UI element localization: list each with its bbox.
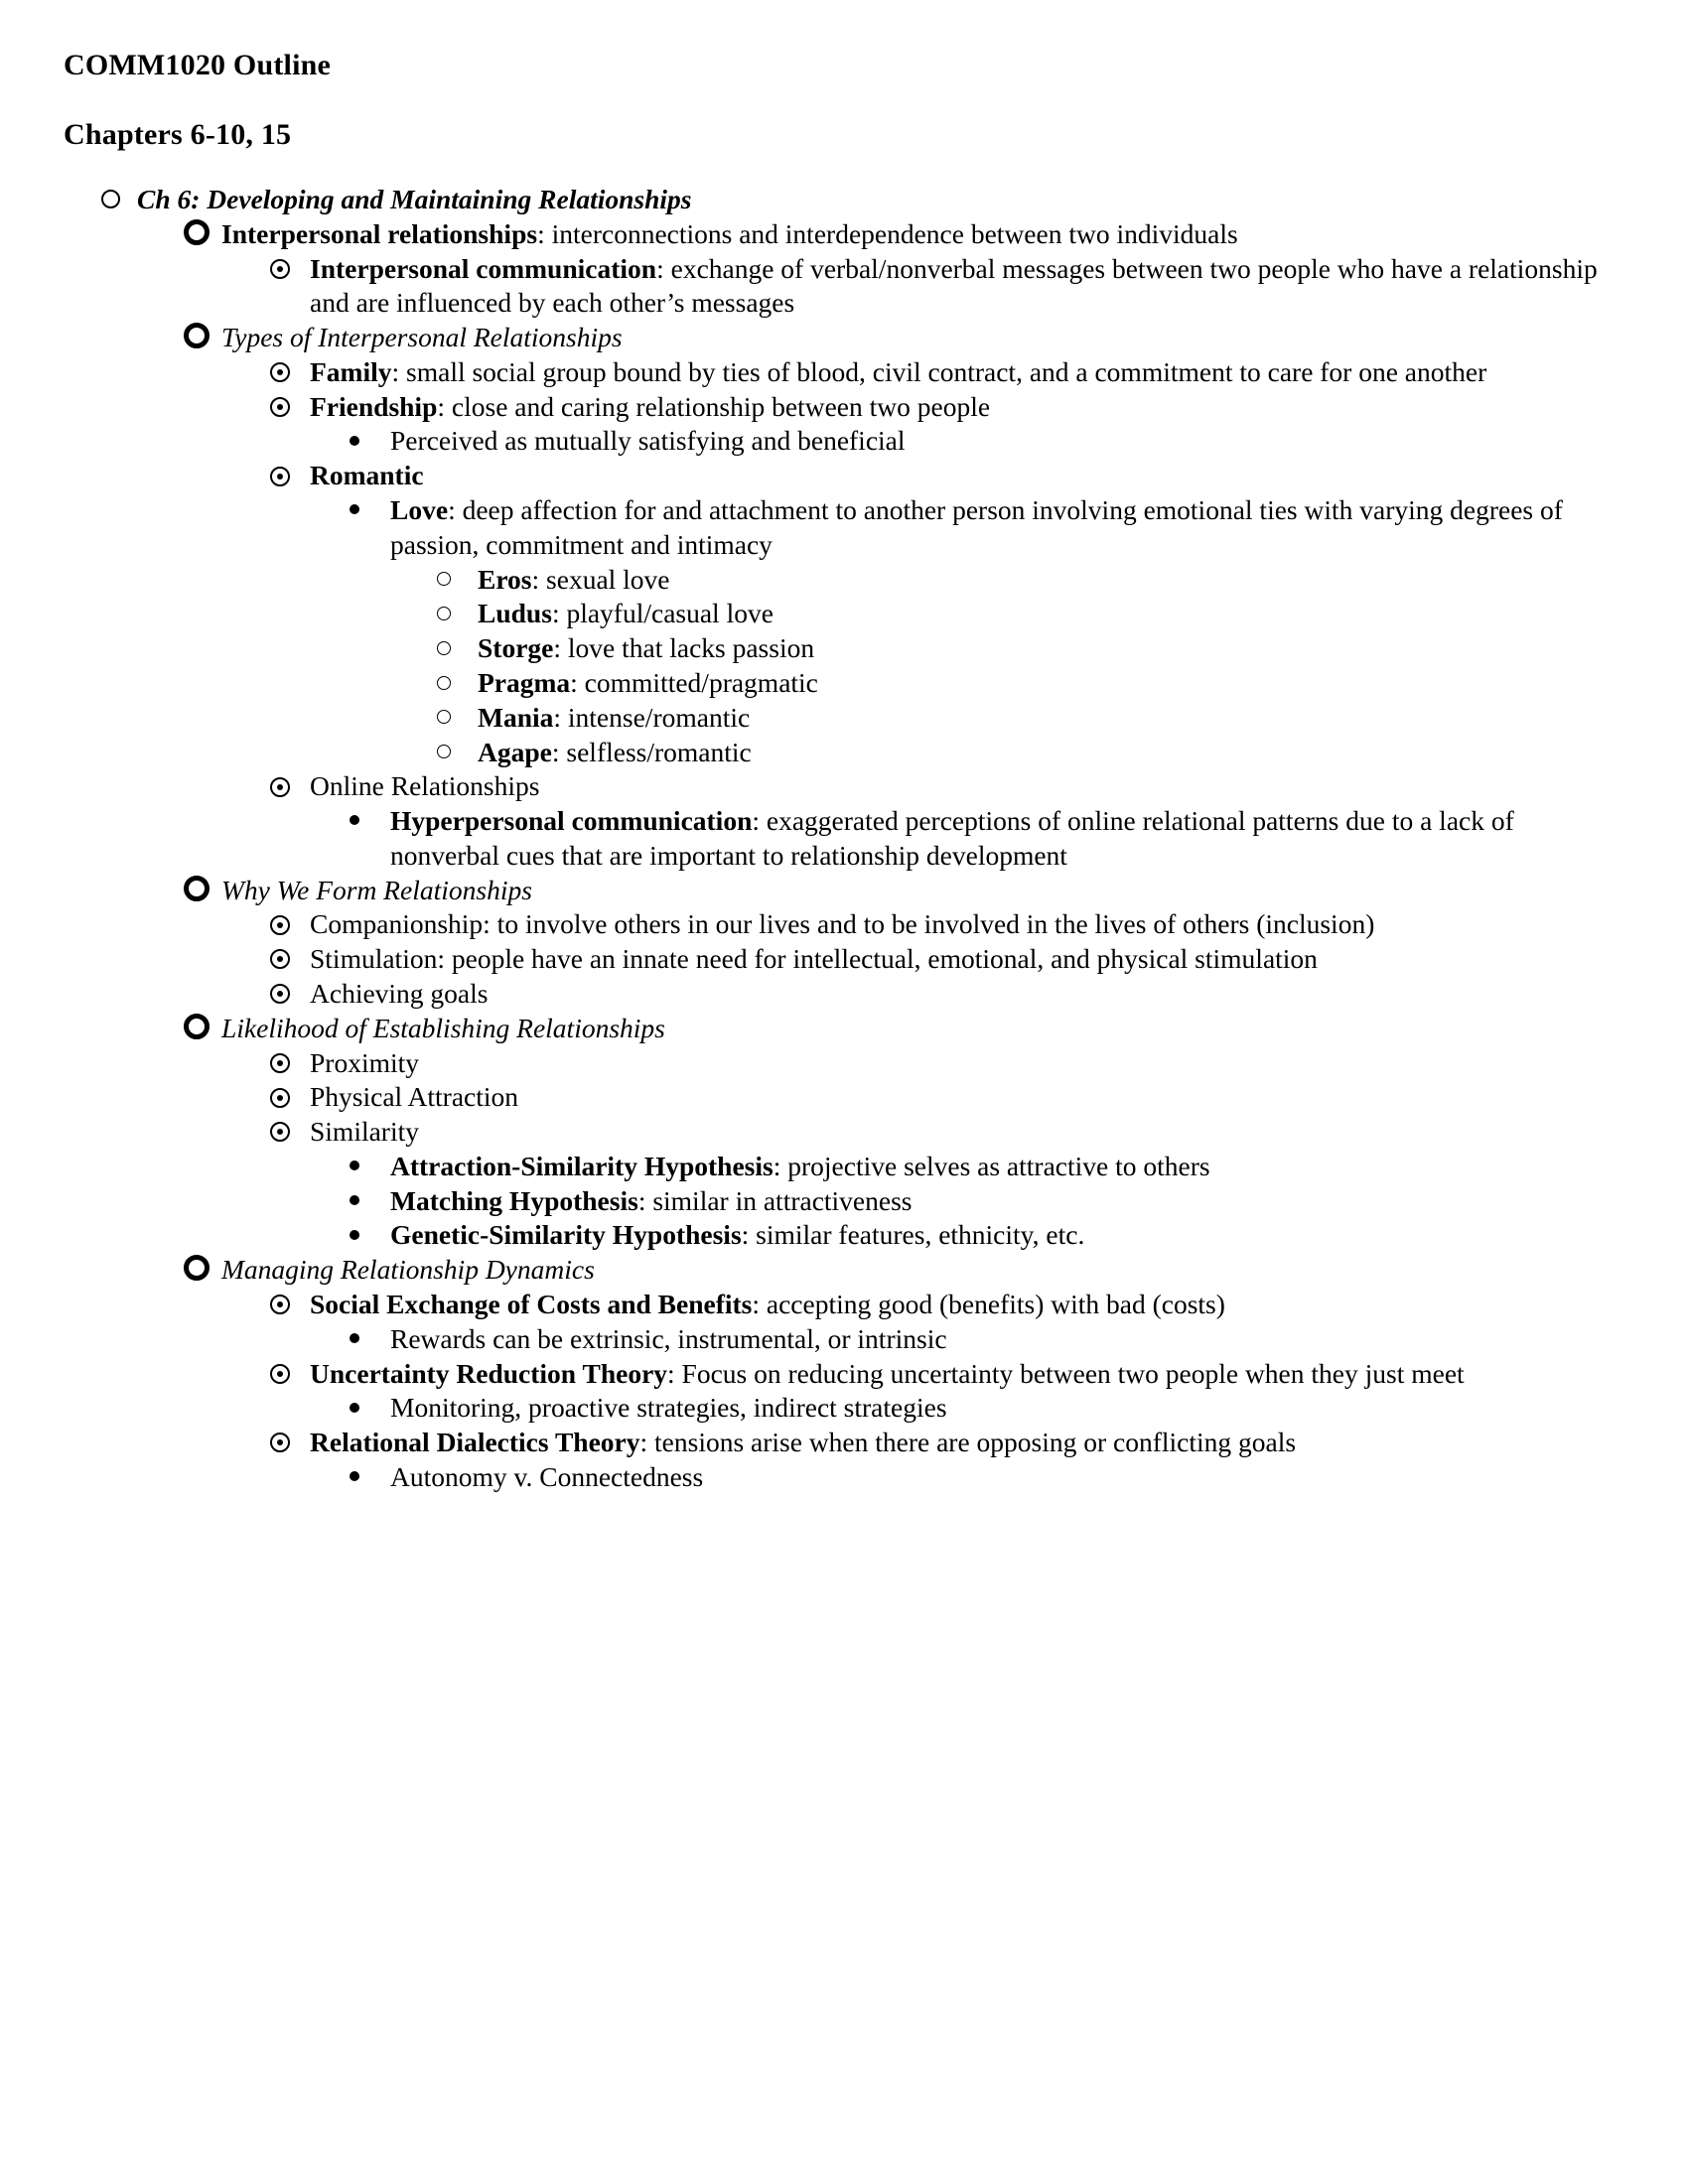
outline-item-term: Pragma	[478, 666, 571, 698]
outline-item-level-4	[60, 1184, 1628, 1219]
outline-item-term: Uncertainty Reduction Theory	[310, 1357, 668, 1389]
bullet-glyph	[270, 984, 290, 1004]
bullet-glyph	[184, 1255, 210, 1281]
bullet-glyph	[350, 1333, 359, 1343]
outline-item-level-2	[60, 874, 1628, 908]
outline-row	[256, 355, 1628, 390]
outline-item-definition: : deep affection for and attachment to another person involving emotional ties with varying degrees of passion, commitment and intimacy	[390, 494, 1563, 560]
bullet-glyph	[270, 1088, 290, 1108]
outline-item-level-2	[60, 217, 1628, 252]
filled-disc-icon	[350, 1183, 359, 1215]
outline-item-level-3	[60, 459, 1628, 493]
outline-row	[326, 1150, 1628, 1184]
outline-item-text	[221, 874, 1628, 908]
outline-item-definition: Achieving goals	[310, 977, 489, 1009]
outline-item-definition: : similar features, ethnicity, etc.	[741, 1219, 1085, 1251]
circled-dot-icon	[270, 252, 290, 284]
outline-item-text	[478, 736, 1628, 770]
outline-item-term: Family	[310, 355, 392, 387]
outline-item-level-5	[60, 666, 1628, 701]
outline-item-text	[310, 459, 1628, 493]
bullet-glyph	[270, 259, 290, 279]
outline-row	[326, 1391, 1628, 1426]
outline-item-definition: : sexual love	[531, 563, 670, 595]
outline-item-definition: Online Relationships	[310, 770, 540, 802]
circled-dot-icon	[270, 1426, 290, 1457]
outline-item-level-3	[60, 942, 1628, 977]
outline-item-term: Matching Hypothesis	[390, 1184, 638, 1216]
bullet-glyph	[184, 323, 210, 348]
filled-disc-icon	[350, 1321, 359, 1353]
outline-row	[87, 183, 1628, 217]
bullet-glyph	[350, 1195, 359, 1205]
bullet-glyph	[270, 397, 290, 417]
bold-ring-circle-icon	[184, 872, 210, 903]
outline-item-text	[310, 252, 1628, 322]
bullet-glyph	[437, 572, 451, 586]
circled-dot-icon	[270, 977, 290, 1009]
outline-item-text	[390, 1218, 1628, 1253]
outline-item-level-5	[60, 597, 1628, 631]
outline-item-text	[310, 1357, 1628, 1392]
outline-item-definition: : intense/romantic	[553, 701, 751, 733]
filled-disc-icon	[350, 1149, 359, 1180]
outline-item-text	[310, 942, 1628, 977]
outline-item-level-3	[60, 1046, 1628, 1081]
outline-item-text	[221, 321, 1628, 355]
outline-item-term: Storge	[478, 632, 554, 664]
outline-item-definition: : accepting good (benefits) with bad (costs)	[752, 1289, 1225, 1319]
outline-item-definition: Companionship: to involve others in our lives and to be involved in the lives of others (inclusion)	[310, 908, 1375, 940]
filled-disc-icon	[350, 1217, 359, 1249]
outline-item-text	[390, 1184, 1628, 1219]
circled-dot-icon	[270, 769, 290, 801]
outline-item-text	[478, 666, 1628, 701]
bullet-glyph	[184, 219, 210, 245]
outline-list	[60, 183, 1628, 1495]
outline-item-term: Hyperpersonal communication	[390, 805, 753, 837]
outline-item-level-5	[60, 631, 1628, 666]
outline-row	[172, 217, 1628, 252]
outline-item-definition: : exchange of verbal/nonverbal messages between two people who have a relationship and are influenced by each other’s messages	[310, 252, 1598, 319]
outline-item-level-3	[60, 1426, 1628, 1460]
outline-item-text	[137, 183, 1628, 217]
outline-item-term: Love	[390, 494, 449, 526]
outline-row	[256, 252, 1628, 322]
bullet-glyph	[270, 467, 290, 486]
outline-item-definition: Stimulation: people have an innate need for intellectual, emotional, and physical stimulation	[310, 943, 1318, 975]
outline-row	[256, 977, 1628, 1012]
outline-row	[256, 942, 1628, 977]
outline-item-text	[310, 907, 1628, 942]
outline-row	[256, 1115, 1628, 1150]
outline-item-level-5	[60, 701, 1628, 736]
small-hollow-circle-icon	[437, 667, 451, 697]
outline-row	[256, 390, 1628, 425]
outline-row	[326, 493, 1628, 563]
outline-item-term: Attraction-Similarity Hypothesis	[390, 1150, 774, 1181]
outline-item-definition: : projective selves as attractive to others	[773, 1150, 1210, 1181]
outline-item-text	[390, 1322, 1628, 1357]
filled-disc-icon	[350, 423, 359, 455]
outline-item-text	[390, 1150, 1628, 1184]
outline-item-level-1	[60, 183, 1628, 217]
bullet-glyph	[350, 1160, 359, 1170]
circled-dot-icon	[270, 390, 290, 422]
outline-item-level-3	[60, 977, 1628, 1012]
outline-item-definition: : close and caring relationship between two people	[437, 390, 991, 422]
outline-row	[326, 424, 1628, 459]
small-hollow-circle-icon	[437, 632, 451, 662]
outline-row	[326, 1460, 1628, 1495]
outline-item-level-4	[60, 424, 1628, 459]
page-title: COMM1020 Outline	[64, 49, 332, 81]
outline-item-definition: : committed/pragmatic	[570, 666, 818, 698]
outline-item-level-3	[60, 1115, 1628, 1150]
outline-row	[256, 769, 1628, 804]
outline-row	[172, 1253, 1628, 1288]
outline-item-text	[310, 1288, 1628, 1322]
filled-disc-icon	[350, 803, 359, 835]
small-hollow-circle-icon	[437, 564, 451, 594]
outline-item-level-3	[60, 1288, 1628, 1322]
outline-item-text	[310, 390, 1628, 425]
outline-item-text	[390, 424, 1628, 459]
outline-row	[256, 1357, 1628, 1392]
outline-item-text	[310, 1426, 1628, 1460]
outline-row	[415, 701, 1628, 736]
outline-row	[415, 666, 1628, 701]
bullet-glyph	[437, 745, 451, 758]
outline-item-definition: Similarity	[310, 1116, 419, 1148]
outline-item-definition: : similar in attractiveness	[637, 1184, 913, 1216]
bullet-glyph	[270, 1364, 290, 1384]
outline-item-level-3	[60, 769, 1628, 804]
bullet-glyph	[184, 876, 210, 901]
bullet-glyph	[350, 1230, 359, 1240]
bullet-glyph	[270, 915, 290, 935]
bullet-glyph	[350, 815, 359, 825]
outline-item-definition: Autonomy v. Connectedness	[390, 1460, 704, 1492]
outline-item-text	[221, 1012, 1628, 1046]
bold-ring-circle-icon	[184, 1251, 210, 1283]
outline-row	[326, 1322, 1628, 1357]
filled-disc-icon	[350, 492, 359, 524]
outline-row	[256, 1426, 1628, 1460]
circled-dot-icon	[270, 355, 290, 387]
outline-item-text	[390, 1460, 1628, 1495]
outline-item-level-2	[60, 321, 1628, 355]
outline-item-term: Types of Interpersonal Relationships	[221, 322, 623, 353]
small-hollow-circle-icon	[437, 702, 451, 732]
bullet-glyph	[437, 676, 451, 690]
bullet-glyph	[350, 436, 359, 446]
bullet-glyph	[270, 1053, 290, 1073]
outline-item-term: Ch 6: Developing and Maintaining Relationships	[137, 184, 692, 214]
outline-item-term: Eros	[478, 563, 532, 595]
outline-item-term: Likelihood of Establishing Relationships	[221, 1012, 665, 1043]
bullet-glyph	[270, 1295, 290, 1314]
bullet-glyph	[270, 777, 290, 797]
outline-item-text	[390, 493, 1628, 563]
outline-item-level-4	[60, 1218, 1628, 1253]
outline-row	[326, 1218, 1628, 1253]
outline-item-level-5	[60, 736, 1628, 770]
outline-item-level-4	[60, 1460, 1628, 1495]
bullet-glyph	[270, 362, 290, 382]
bullet-glyph	[437, 607, 451, 620]
filled-disc-icon	[350, 1390, 359, 1422]
outline-item-text	[310, 769, 1628, 804]
outline-row	[172, 1012, 1628, 1046]
outline-item-level-3	[60, 252, 1628, 322]
outline-row	[256, 907, 1628, 942]
bullet-glyph	[270, 949, 290, 969]
outline-item-definition: Proximity	[310, 1046, 420, 1078]
outline-item-term: Social Exchange of Costs and Benefits	[310, 1289, 753, 1319]
outline-item-term: Mania	[478, 701, 554, 733]
outline-item-definition: Rewards can be extrinsic, instrumental, or intrinsic	[390, 1322, 947, 1354]
outline-item-level-4	[60, 493, 1628, 563]
outline-item-definition: : love that lacks passion	[553, 632, 815, 664]
outline-item-term: Interpersonal relationships	[221, 217, 538, 249]
circled-dot-icon	[270, 1080, 290, 1112]
bullet-glyph	[350, 1403, 359, 1413]
outline-item-level-2	[60, 1253, 1628, 1288]
hollow-circle-icon	[101, 182, 120, 213]
bullet-glyph	[437, 710, 451, 724]
outline-item-level-3	[60, 907, 1628, 942]
outline-item-level-5	[60, 563, 1628, 598]
outline-item-text	[478, 701, 1628, 736]
outline-item-definition: Perceived as mutually satisfying and beneficial	[390, 425, 906, 457]
circled-dot-icon	[270, 907, 290, 939]
outline-item-definition: : playful/casual love	[551, 598, 774, 629]
outline-item-text	[478, 597, 1628, 631]
outline-item-definition: Monitoring, proactive strategies, indirect strategies	[390, 1392, 947, 1424]
outline-item-term: Genetic-Similarity Hypothesis	[390, 1219, 742, 1251]
outline-item-text	[390, 804, 1628, 874]
outline-item-definition: : tensions arise when there are opposing or conflicting goals	[639, 1427, 1297, 1458]
outline-item-level-3	[60, 390, 1628, 425]
outline-item-text	[310, 977, 1628, 1012]
bold-ring-circle-icon	[184, 319, 210, 350]
outline-row	[256, 459, 1628, 493]
outline-item-text	[310, 355, 1628, 390]
outline-item-level-4	[60, 1150, 1628, 1184]
outline-item-term: Romantic	[310, 460, 424, 491]
outline-item-text	[390, 1391, 1628, 1426]
circled-dot-icon	[270, 1115, 290, 1147]
outline-item-term: Interpersonal communication	[310, 252, 657, 284]
small-hollow-circle-icon	[437, 598, 451, 627]
bullet-glyph	[101, 190, 120, 208]
outline-item-term: Agape	[478, 736, 552, 767]
filled-disc-icon	[350, 1459, 359, 1491]
outline-item-text	[221, 217, 1628, 252]
outline-item-level-2	[60, 1012, 1628, 1046]
outline-row	[326, 804, 1628, 874]
outline-item-text	[478, 631, 1628, 666]
outline-item-term: Friendship	[310, 390, 438, 422]
bullet-glyph	[270, 1122, 290, 1142]
outline-row	[326, 1184, 1628, 1219]
outline-item-text	[478, 563, 1628, 598]
outline-item-level-3	[60, 1080, 1628, 1115]
outline-item-definition: : interconnections and interdependence between two individuals	[537, 217, 1238, 249]
outline-item-text	[310, 1115, 1628, 1150]
outline-row	[415, 563, 1628, 598]
outline-item-term: Ludus	[478, 598, 552, 629]
outline-item-definition: : Focus on reducing uncertainty between two people when they just meet	[667, 1357, 1465, 1389]
circled-dot-icon	[270, 1357, 290, 1389]
bullet-glyph	[350, 1471, 359, 1481]
bullet-glyph	[350, 504, 359, 514]
outline-item-level-4	[60, 1391, 1628, 1426]
outline-item-definition: : exaggerated perceptions of online relational patterns due to a lack of nonverbal cues that are important to relationship development	[390, 805, 1514, 871]
outline-item-level-3	[60, 355, 1628, 390]
circled-dot-icon	[270, 1288, 290, 1319]
outline-item-term: Managing Relationship Dynamics	[221, 1254, 595, 1286]
outline-item-text	[221, 1253, 1628, 1288]
outline-item-term: Why We Form Relationships	[221, 874, 532, 905]
outline-row	[256, 1080, 1628, 1115]
outline-row	[256, 1288, 1628, 1322]
outline-row	[172, 321, 1628, 355]
small-hollow-circle-icon	[437, 737, 451, 766]
outline-item-term: Relational Dialectics Theory	[310, 1427, 640, 1458]
circled-dot-icon	[270, 459, 290, 490]
outline-item-text	[310, 1046, 1628, 1081]
bullet-glyph	[270, 1433, 290, 1452]
bold-ring-circle-icon	[184, 215, 210, 247]
outline-row	[415, 631, 1628, 666]
outline-row	[256, 1046, 1628, 1081]
outline-item-level-4	[60, 1322, 1628, 1357]
bullet-glyph	[184, 1014, 210, 1039]
outline-item-text	[310, 1080, 1628, 1115]
circled-dot-icon	[270, 942, 290, 974]
circled-dot-icon	[270, 1046, 290, 1078]
outline-item-level-3	[60, 1357, 1628, 1392]
outline-item-definition: : selfless/romantic	[551, 736, 752, 767]
outline-row	[415, 736, 1628, 770]
bullet-glyph	[437, 641, 451, 655]
outline-row	[172, 874, 1628, 908]
outline-item-definition: Physical Attraction	[310, 1081, 519, 1113]
bold-ring-circle-icon	[184, 1010, 210, 1041]
page-subtitle: Chapters 6-10, 15	[64, 118, 292, 151]
outline-item-level-4	[60, 804, 1628, 874]
outline-item-definition: : small social group bound by ties of blood, civil contract, and a commitment to care for one another	[391, 355, 1487, 387]
outline-row	[415, 597, 1628, 631]
